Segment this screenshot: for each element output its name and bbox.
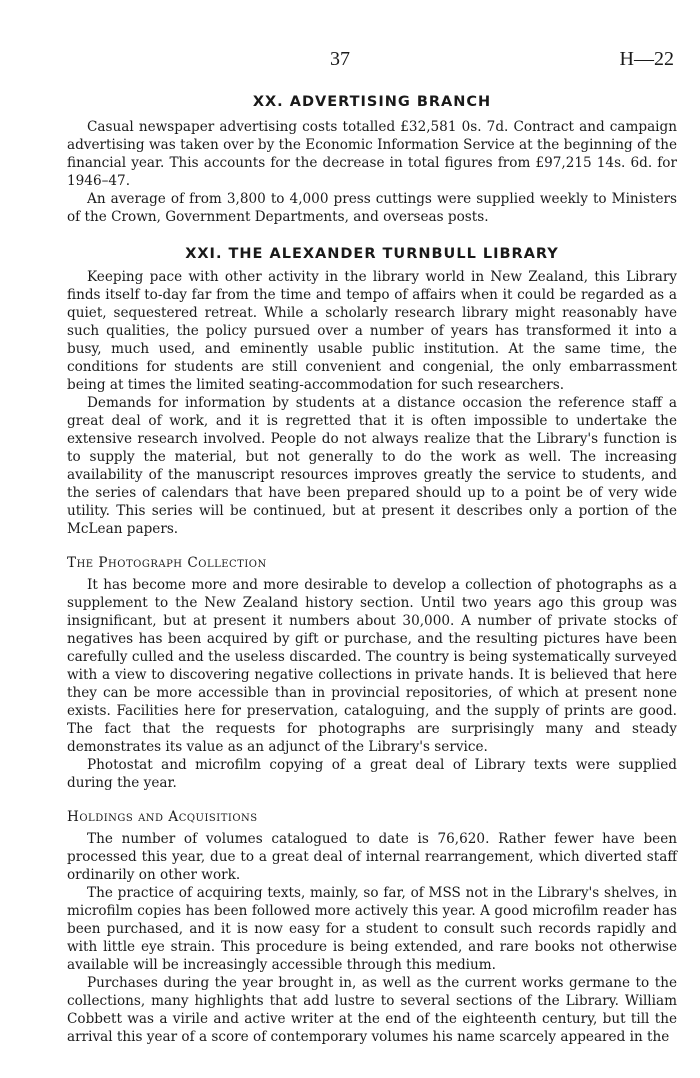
paragraph: The practice of acquiring texts, mainly, so far, of MSS not in the Library's shelves, in microfilm copies has been followed more actively this year. A good microfilm reader has been purchased, and it is now easy for a student to consult such records rapidly and with little eye strain. This procedure is being extended, and rare books not otherwise available will be increasingly accessible through this medium. (67, 885, 677, 973)
paragraph: Casual newspaper advertising costs totalled £32,581 0s. 7d. Contract and campaign advertising was taken over by the Economic Information Service at the beginning of the financial year. This accounts for the decrease in total figures from £97,215 14s. 6d. for 1946–47. (67, 119, 677, 189)
paragraph: Purchases during the year brought in, as well as the current works germane to the collections, many highlights that add lustre to several sections of the Library. William Cobbett was a virile and active writer at the end of the eighteenth century, but till the arrival this year of a score of contemporary volumes his name scarcely appeared in the (67, 975, 677, 1045)
page-number: 37 (330, 48, 350, 70)
section-title-advertising: XX. ADVERTISING BRANCH (252, 94, 492, 110)
paragraph: It has become more and more desirable to develop a collection of photographs as a supplement to the New Zealand history section. Until two years ago this group was insignificant, but at present it numbers about 30,000. A number of private stocks of negatives has been acquired by gift or purchase, and the resulting pictures have been carefully culled and the useless discarded. The country is being systematically surveyed with a view to discovering negative collections in private hands. It is believed that here they can be more accessible than in provincial repositories, of which at present none exists. Facilities here for preservation, cataloguing, and the supply of prints are good. The fact that the requests for photographs are surprisingly many and steady demonstrates its value as an adjunct of the Library's service. (67, 577, 677, 755)
page-content (67, 92, 677, 1046)
subheading-holdings-acquisitions: Holdings and Acquisitions (67, 809, 258, 825)
paragraph: Demands for information by students at a distance occasion the reference staff a great deal of work, and it is regretted that it is often impossible to undertake the extensive research involved. People do not always realize that the Library's function is to supply the material, but not generally to do the work as well. The increasing availability of the manuscript resources improves greatly the service to students, and the series of calendars that have been prepared should up to a point be of very wide utility. This series will be continued, but at present it describes only a portion of the McLean papers. (67, 395, 677, 537)
paragraph: The number of volumes catalogued to date is 76,620. Rather fewer have been processed this year, due to a great deal of internal rearrangement, which diverted staff ordinarily on other work. (67, 831, 677, 883)
paragraph: Keeping pace with other activity in the library world in New Zealand, this Library finds itself to-day far from the time and tempo of affairs when it could be regarded as a quiet, sequestered retreat. While a scholarly research library might reasonably have such qualities, the policy pursued over a number of years has transformed it into a busy, much used, and eminently usable public institution. At the same time, the conditions for students are still convenient and congenial, the only embarrassment being at times the limited seating-accommodation for such researchers. (67, 269, 677, 393)
paragraph: Photostat and microfilm copying of a great deal of Library texts were supplied during the year. (67, 757, 677, 791)
paragraph: An average of from 3,800 to 4,000 press cuttings were supplied weekly to Ministers of the Crown, Government Departments, and overseas posts. (67, 191, 677, 225)
subheading-photograph-collection: The Photograph Collection (67, 555, 267, 571)
document-reference: H—22 (619, 48, 674, 70)
section-title-turnbull-library: XXI. THE ALEXANDER TURNBULL LIBRARY (185, 246, 559, 262)
